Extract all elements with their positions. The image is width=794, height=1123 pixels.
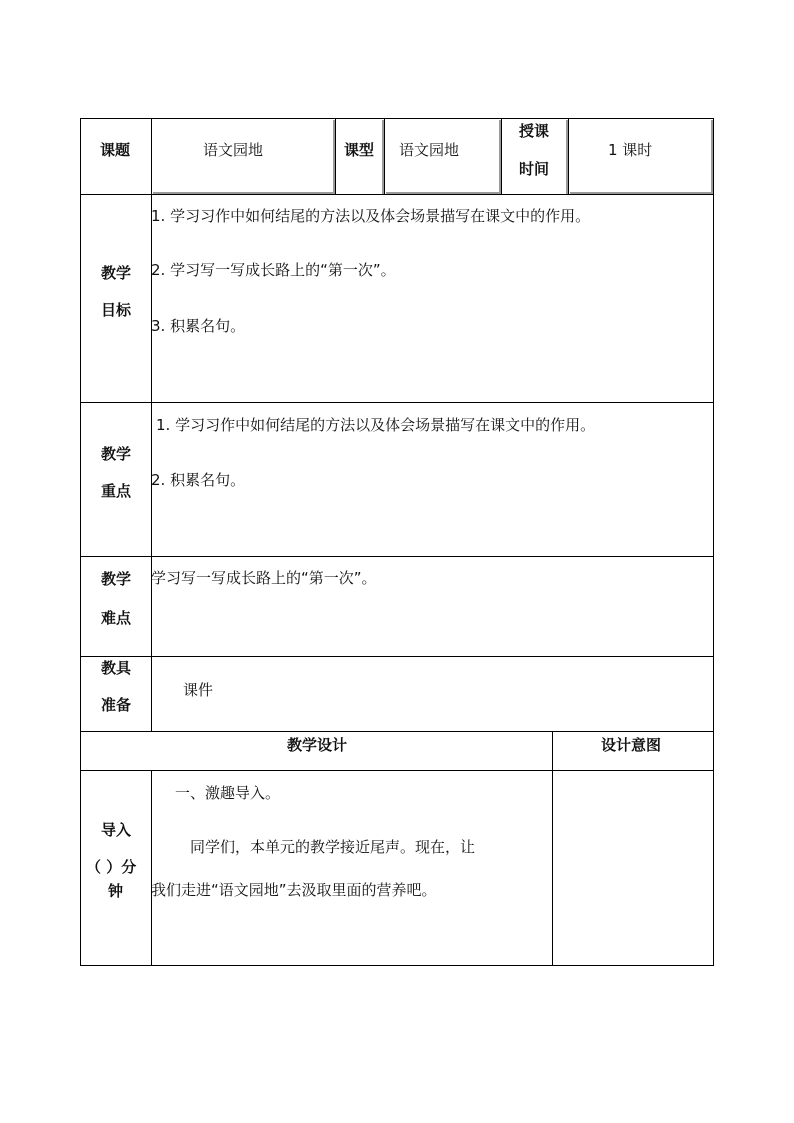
keypoints-label-line2: 重点 <box>101 482 132 500</box>
objectives-label-line2: 目标 <box>101 301 132 319</box>
difficulties-label-line2: 难点 <box>101 609 132 627</box>
objective-item: 2. 学习写一写成长路上的“第一次”。 <box>151 261 396 279</box>
keypoint-item: 1. 学习习作中如何结尾的方法以及体会场景描写在课文中的作用。 <box>156 416 596 434</box>
intro-paragraph-line2: 我们走进“语文园地”去汲取里面的营养吧。 <box>151 881 437 899</box>
time-value: 1 课时 <box>608 141 653 159</box>
time-label-line2: 时间 <box>519 160 550 178</box>
materials-label-line1: 教具 <box>101 659 132 677</box>
type-value: 语文园地 <box>399 141 460 159</box>
keypoint-item: 2. 积累名句。 <box>151 471 246 489</box>
materials-text: 课件 <box>183 681 214 699</box>
objective-item: 3. 积累名句。 <box>151 317 246 335</box>
intro-label-line2: （ ）分 <box>86 858 137 876</box>
objectives-label-line1: 教学 <box>101 264 132 282</box>
keypoints-label-line1: 教学 <box>101 445 132 463</box>
topic-value: 语文园地 <box>203 141 264 159</box>
design-header: 教学设计 <box>287 736 348 754</box>
intent-header: 设计意图 <box>601 736 662 754</box>
objective-item: 1. 学习习作中如何结尾的方法以及体会场景描写在课文中的作用。 <box>151 207 591 225</box>
difficulties-text: 学习写一写成长路上的“第一次”。 <box>151 569 377 587</box>
intro-paragraph-line1: 同学们，本单元的教学接近尾声。现在，让 <box>190 838 476 856</box>
intro-heading: 一、激趣导入。 <box>175 784 281 802</box>
materials-label-line2: 准备 <box>101 696 132 714</box>
intro-label-line3: 钟 <box>108 882 124 900</box>
intro-label-line1: 导入 <box>101 821 132 839</box>
type-label: 课型 <box>344 141 375 159</box>
time-label-line1: 授课 <box>519 122 550 140</box>
topic-label: 课题 <box>100 141 131 159</box>
difficulties-label-line1: 教学 <box>101 570 132 588</box>
